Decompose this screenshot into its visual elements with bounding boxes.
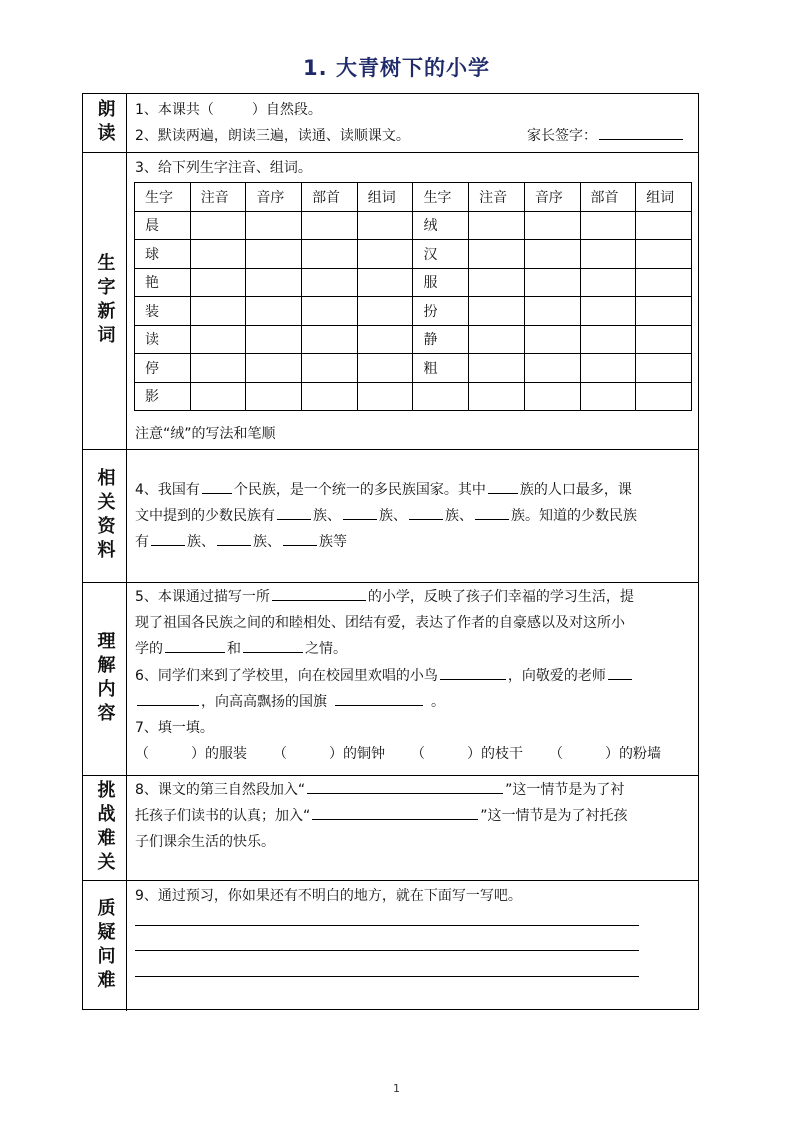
section-info (83, 449, 698, 583)
worksheet-title: 1. 大青树下的小学 (303, 56, 490, 80)
section-label: 生字新词 (83, 152, 127, 449)
section-understand (83, 582, 698, 776)
question-8-line-1: 8、课文的第三自然段加入“ ”这一情节是为了衬 (135, 779, 690, 799)
section-challenge (83, 775, 698, 881)
question-5-line-1: 5、本课通过描写一所 的小学，反映了孩子们幸福的学习生活，提 (135, 586, 690, 606)
table-row: 影 (135, 382, 692, 411)
table-row: 装 扮 (135, 297, 692, 326)
question-7: 7、填一填。 (135, 720, 214, 736)
section-label: 相关资料 (83, 449, 127, 582)
section-read (83, 94, 698, 153)
section-label: 理解内容 (83, 582, 127, 775)
table-row: 艳 服 (135, 268, 692, 297)
answer-line[interactable] (135, 925, 639, 926)
table-row: 球 汉 (135, 240, 692, 269)
table-row: 读 静 (135, 325, 692, 354)
table-row: 晨 绒 (135, 211, 692, 240)
table-header: 生字 注音 音序 部首 组词 生字 注音 音序 部首 组词 (135, 183, 692, 212)
page-number: 1 (393, 1082, 400, 1095)
question-2: 2、默读两遍，朗读三遍，读通、读顺课文。 家长签字： (135, 125, 690, 145)
character-table (134, 182, 692, 411)
answer-line[interactable] (135, 976, 639, 977)
question-6-line-1: 6、同学们来到了学校里，向在校园里欢唱的小鸟 ，向敬爱的老师 (135, 665, 690, 685)
question-4-line-2: 文中提到的少数民族有 族、 族、 族、 族。知道的少数民族 (135, 505, 690, 525)
question-1: 1、本课共（ ）自然段。 (135, 102, 322, 118)
stroke-note: 注意“绒”的写法和笔顺 (135, 426, 276, 442)
section-new-words (83, 152, 698, 450)
section-label: 质疑问难 (83, 880, 127, 1011)
question-8-line-3: 子们课余生活的快乐。 (135, 834, 275, 850)
worksheet-table (82, 93, 699, 1010)
answer-line[interactable] (135, 950, 639, 951)
question-4-line-3: 有 族、 族、 族等 (135, 531, 690, 551)
section-label: 朗读 (83, 94, 127, 152)
signature-blank[interactable] (599, 125, 683, 140)
question-6-line-2: ，向高高飘扬的国旗 。 (135, 691, 690, 711)
section-questions (83, 880, 698, 1011)
question-8-line-2: 托孩子们读书的认真；加入“ ”这一情节是为了衬托孩 (135, 805, 690, 825)
question-9: 9、通过预习，你如果还有不明白的地方，就在下面写一写吧。 (135, 888, 522, 904)
question-7-items: （ ）的服装 （ ）的铜钟 （ ）的枝干 （ ）的粉墙 (135, 746, 661, 762)
question-5-line-2: 现了祖国各民族之间的和睦相处、团结有爱，表达了作者的自豪感以及对这所小 (135, 615, 625, 631)
section-label: 挑战难关 (83, 775, 127, 880)
table-row: 停 粗 (135, 354, 692, 383)
question-3: 3、给下列生字注音、组词。 (135, 160, 312, 176)
question-5-line-3: 学的 和 之情。 (135, 638, 690, 658)
parent-signature: 家长签字： (527, 125, 685, 145)
question-4-line-1: 4、我国有 个民族，是一个统一的多民族国家。其中 族的人口最多，课 (135, 479, 690, 499)
